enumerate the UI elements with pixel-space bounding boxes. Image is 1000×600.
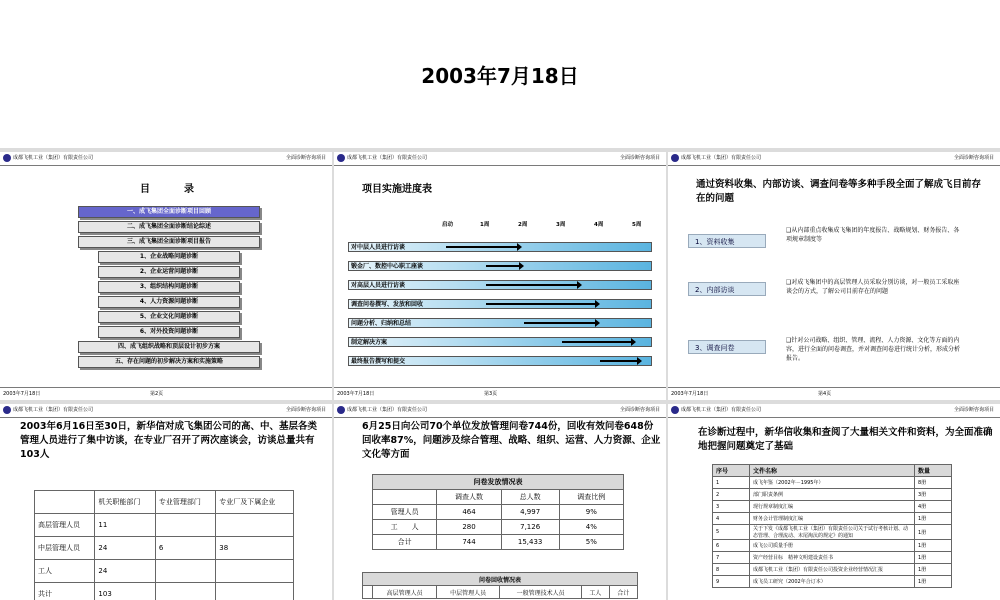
toc-item-2: 二、成飞集团全面诊断结论综述 xyxy=(78,221,260,233)
slide-header xyxy=(668,152,1000,166)
project-name: 全面诊断咨询项目 xyxy=(285,155,326,161)
documents-table xyxy=(712,464,952,588)
table-header xyxy=(373,490,437,505)
table-header: 中层管理人员 xyxy=(436,586,500,599)
slide-header xyxy=(334,404,666,418)
table-row xyxy=(713,576,952,588)
slide-interviews[interactable] xyxy=(0,404,332,600)
task-label: 对中层人员进行访谈 xyxy=(351,244,406,251)
timeline-arrow xyxy=(524,322,596,324)
company-name: 成都飞机工业（集团）有限责任公司 xyxy=(681,155,762,161)
table-header: 合计 xyxy=(609,586,637,599)
table-header: 序号 xyxy=(713,465,750,477)
week-label: 启动 xyxy=(442,222,454,228)
table-header: 总人数 xyxy=(501,490,559,505)
table-cell: 9% xyxy=(559,505,623,520)
table-cell: 744 xyxy=(437,535,501,550)
methods-title: 通过资料收集、内部访谈、调查问卷等多种手段全面了解成飞目前存在的问题 xyxy=(696,179,982,204)
table-cell: 财务会计管理制度汇编 xyxy=(750,513,915,525)
week-label: 4周 xyxy=(594,222,604,228)
task-label: 调查问卷撰写、发放和回收 xyxy=(351,301,424,308)
table-cell: 部门职责条例 xyxy=(750,489,915,501)
footer-date: 2003年7月18日 xyxy=(671,391,709,397)
table-cell: 2 xyxy=(713,489,750,501)
table-row xyxy=(35,583,294,600)
week-label: 5周 xyxy=(632,222,642,228)
table-row xyxy=(35,560,294,583)
toc-item-5: 五、存在问题的初步解决方案和实施策略 xyxy=(78,356,260,368)
project-name: 全面诊断咨询项目 xyxy=(619,407,660,413)
table-header: 一般管理技术人员 xyxy=(500,586,581,599)
table-row xyxy=(713,513,952,525)
table-row xyxy=(373,505,624,520)
table-cell xyxy=(216,514,294,537)
table-cell: 合计 xyxy=(373,535,437,550)
table-cell xyxy=(216,560,294,583)
table-cell: 1册 xyxy=(915,552,952,564)
company-logo-icon xyxy=(3,406,11,414)
company-name: 成都飞机工业（集团）有限责任公司 xyxy=(681,407,762,413)
timeline-arrow xyxy=(446,246,518,248)
timeline-arrow xyxy=(486,265,520,267)
company-logo-icon xyxy=(337,406,345,414)
page-title: 2003年7月18日 xyxy=(421,64,579,88)
footer-page: 第3页 xyxy=(484,391,498,397)
table-header: 调查人数 xyxy=(437,490,501,505)
table-cell: 成都飞机工业（集团）有限责任公司投资企业经营情况汇报 xyxy=(750,564,915,576)
recovery-table xyxy=(362,572,638,599)
toc-subitem-5: 5、企业文化问题诊断 xyxy=(98,311,240,323)
table-row xyxy=(713,540,952,552)
week-label: 3周 xyxy=(556,222,566,228)
table-cell: 4,997 xyxy=(501,505,559,520)
task-label: 最终报告撰写和提交 xyxy=(351,358,406,365)
interview-table xyxy=(34,490,294,600)
slide-documents[interactable] xyxy=(668,404,1000,600)
method-label: 1、资料收集 xyxy=(688,234,766,248)
toc-item-3: 三、成飞集团全面诊断项目报告 xyxy=(78,236,260,248)
table-cell: 24 xyxy=(95,537,155,560)
table-header: 专业厂及下属企业 xyxy=(216,491,294,514)
slide-header xyxy=(668,404,1000,418)
table-header: 工人 xyxy=(581,586,609,599)
company-logo-icon xyxy=(671,406,679,414)
footer-page: 第2页 xyxy=(150,391,164,397)
method-label: 2、内部访谈 xyxy=(688,282,766,296)
table-header: 高层管理人员 xyxy=(373,586,437,599)
table-cell: 中层管理人员 xyxy=(35,537,95,560)
table-cell: 关于下发《成都飞机工业（集团）有限责任公司关于试行考核计划、动态管理、合理流动、末尾淘汰的规定》的通知 xyxy=(750,525,915,540)
table-cell: 成飞员工研究（2002年合订本） xyxy=(750,576,915,588)
table-cell: 1册 xyxy=(915,564,952,576)
table-cell: 共计 xyxy=(35,583,95,600)
table-caption: 问卷回收情况表 xyxy=(363,573,638,586)
table-row xyxy=(713,525,952,540)
project-name: 全面诊断咨询项目 xyxy=(285,407,326,413)
table-row xyxy=(713,564,952,576)
project-name: 全面诊断咨询项目 xyxy=(619,155,660,161)
slide-header xyxy=(0,404,332,418)
table-header: 调查比例 xyxy=(559,490,623,505)
table-cell: 1 xyxy=(713,477,750,489)
table-cell: 6 xyxy=(155,537,215,560)
timeline-arrow xyxy=(600,360,638,362)
table-cell: 成飞公司质量手册 xyxy=(750,540,915,552)
footer-date: 2003年7月18日 xyxy=(3,391,41,397)
table-cell: 5 xyxy=(713,525,750,540)
table-cell: 4 xyxy=(713,513,750,525)
toc-subitem-1: 1、企业战略问题诊断 xyxy=(98,251,240,263)
toc-item-1: 一、成飞集团全面诊断项目回顾 xyxy=(78,206,260,218)
toc-subitem-3: 3、组织结构问题诊断 xyxy=(98,281,240,293)
table-cell xyxy=(155,583,215,600)
table-cell: 3册 xyxy=(915,489,952,501)
toc-item-4: 四、成飞组织战略和顶层设计初步方案 xyxy=(78,341,260,353)
table-cell: 15,433 xyxy=(501,535,559,550)
table-cell: 工人 xyxy=(35,560,95,583)
slide-methods[interactable] xyxy=(668,152,1000,400)
table-cell: 1册 xyxy=(915,540,952,552)
slide-footer xyxy=(334,387,666,400)
table-cell: 6 xyxy=(713,540,750,552)
table-row xyxy=(713,552,952,564)
slide-header xyxy=(0,152,332,166)
table-cell: 24 xyxy=(95,560,155,583)
table-cell: 4册 xyxy=(915,501,952,513)
questionnaires-title: 6月25日向公司70个单位发放管理问卷744份，回收有效问卷648份回收率87%，问题涉及综合管理、战略、组织、运营、人力资源、企业文化等方面 xyxy=(362,421,661,460)
table-cell: 3 xyxy=(713,501,750,513)
slide-questionnaires[interactable] xyxy=(334,404,666,600)
task-label: 制定解决方案 xyxy=(351,339,388,346)
table-cell xyxy=(155,514,215,537)
table-cell: 280 xyxy=(437,520,501,535)
company-logo-icon xyxy=(671,154,679,162)
table-cell: 7,126 xyxy=(501,520,559,535)
method-description: ❑针对公司战略、组织、管理、流程、人力资源、文化等方面的内容，进行全面的问卷调查，并对调查问卷进行统计分析，形成分析报告。 xyxy=(786,337,961,362)
table-row xyxy=(713,501,952,513)
timeline-arrow xyxy=(562,341,632,343)
table-header: 机关职能部门 xyxy=(95,491,155,514)
table-header: 专业管理部门 xyxy=(155,491,215,514)
table-row xyxy=(373,520,624,535)
project-name: 全面诊断咨询项目 xyxy=(953,407,994,413)
toc-subitem-4: 4、人力资源问题诊断 xyxy=(98,296,240,308)
company-logo-icon xyxy=(337,154,345,162)
table-cell: 7 xyxy=(713,552,750,564)
task-label: 对高层人员进行访谈 xyxy=(351,282,406,289)
project-name: 全面诊断咨询项目 xyxy=(953,155,994,161)
table-cell: 成飞年鉴（2002年－1995年） xyxy=(750,477,915,489)
table-row xyxy=(713,477,952,489)
schedule-title: 项目实施进度表 xyxy=(362,184,432,195)
task-label: 锻金厂、数控中心职工座谈 xyxy=(351,263,424,270)
documents-title: 在诊断过程中，新华信收集和查阅了大量相关文件和资料，为全面准确地把握问题奠定了基础 xyxy=(698,427,993,452)
company-logo-icon xyxy=(3,154,11,162)
table-cell: 1册 xyxy=(915,525,952,540)
table-cell: 4% xyxy=(559,520,623,535)
toc-subitem-2: 2、企业运营问题诊断 xyxy=(98,266,240,278)
company-name: 成都飞机工业（集团）有限责任公司 xyxy=(13,407,94,413)
table-caption: 问卷发放情况表 xyxy=(373,475,624,490)
toc-title: 目 录 xyxy=(140,184,206,195)
table-cell: 5% xyxy=(559,535,623,550)
table-cell: 1册 xyxy=(915,576,952,588)
table-cell: 管理人员 xyxy=(373,505,437,520)
company-name: 成都飞机工业（集团）有限责任公司 xyxy=(347,155,428,161)
company-name: 成都飞机工业（集团）有限责任公司 xyxy=(13,155,94,161)
table-row xyxy=(373,535,624,550)
footer-page: 第4页 xyxy=(818,391,832,397)
table-cell: 1册 xyxy=(915,513,952,525)
method-label: 3、调查问卷 xyxy=(688,340,766,354)
table-cell: 11 xyxy=(95,514,155,537)
week-label: 1周 xyxy=(480,222,490,228)
method-description: ❑从内部重点收集成飞集团的年度报告、战略规划、财务报告、各项规章制度等 xyxy=(786,227,960,243)
task-label: 问题分析、归纳和总结 xyxy=(351,320,412,327)
task-row xyxy=(348,318,652,328)
slide-schedule[interactable] xyxy=(334,152,666,400)
method-description: ❑对成飞集团中的高层管理人员采取分别访谈，对一般员工采取座谈会的方式，了解公司目前存在的问题 xyxy=(786,279,960,295)
slide-toc[interactable] xyxy=(0,152,332,400)
table-cell xyxy=(216,583,294,600)
table-row xyxy=(35,514,294,537)
table-cell: 8 xyxy=(713,564,750,576)
slide-footer xyxy=(0,387,332,400)
table-cell: 8册 xyxy=(915,477,952,489)
table-row xyxy=(713,489,952,501)
table-header: 文件名称 xyxy=(750,465,915,477)
interviews-title: 2003年6月16日至30日，新华信对成飞集团公司的高、中、基层各类管理人员进行了集中访谈，在专业厂召开了两次座谈会，访谈总量共有103人 xyxy=(20,421,317,460)
table-cell: 现行规章制度汇编 xyxy=(750,501,915,513)
table-header: 数量 xyxy=(915,465,952,477)
slide-header xyxy=(334,152,666,166)
table-cell: 资产经营目标 精神文明建设责任书 xyxy=(750,552,915,564)
table-row xyxy=(35,537,294,560)
company-name: 成都飞机工业（集团）有限责任公司 xyxy=(347,407,428,413)
footer-date: 2003年7月18日 xyxy=(337,391,375,397)
table-header xyxy=(363,586,373,599)
table-cell: 103 xyxy=(95,583,155,600)
table-header xyxy=(35,491,95,514)
table-cell xyxy=(155,560,215,583)
timeline-arrow xyxy=(486,303,596,305)
timeline-arrow xyxy=(486,284,578,286)
table-cell: 工 人 xyxy=(373,520,437,535)
toc-subitem-6: 6、对外投资问题诊断 xyxy=(98,326,240,338)
distribution-table xyxy=(372,474,624,550)
table-cell: 高层管理人员 xyxy=(35,514,95,537)
slide-footer xyxy=(668,387,1000,400)
week-label: 2周 xyxy=(518,222,528,228)
table-cell: 9 xyxy=(713,576,750,588)
table-cell: 464 xyxy=(437,505,501,520)
table-cell: 38 xyxy=(216,537,294,560)
